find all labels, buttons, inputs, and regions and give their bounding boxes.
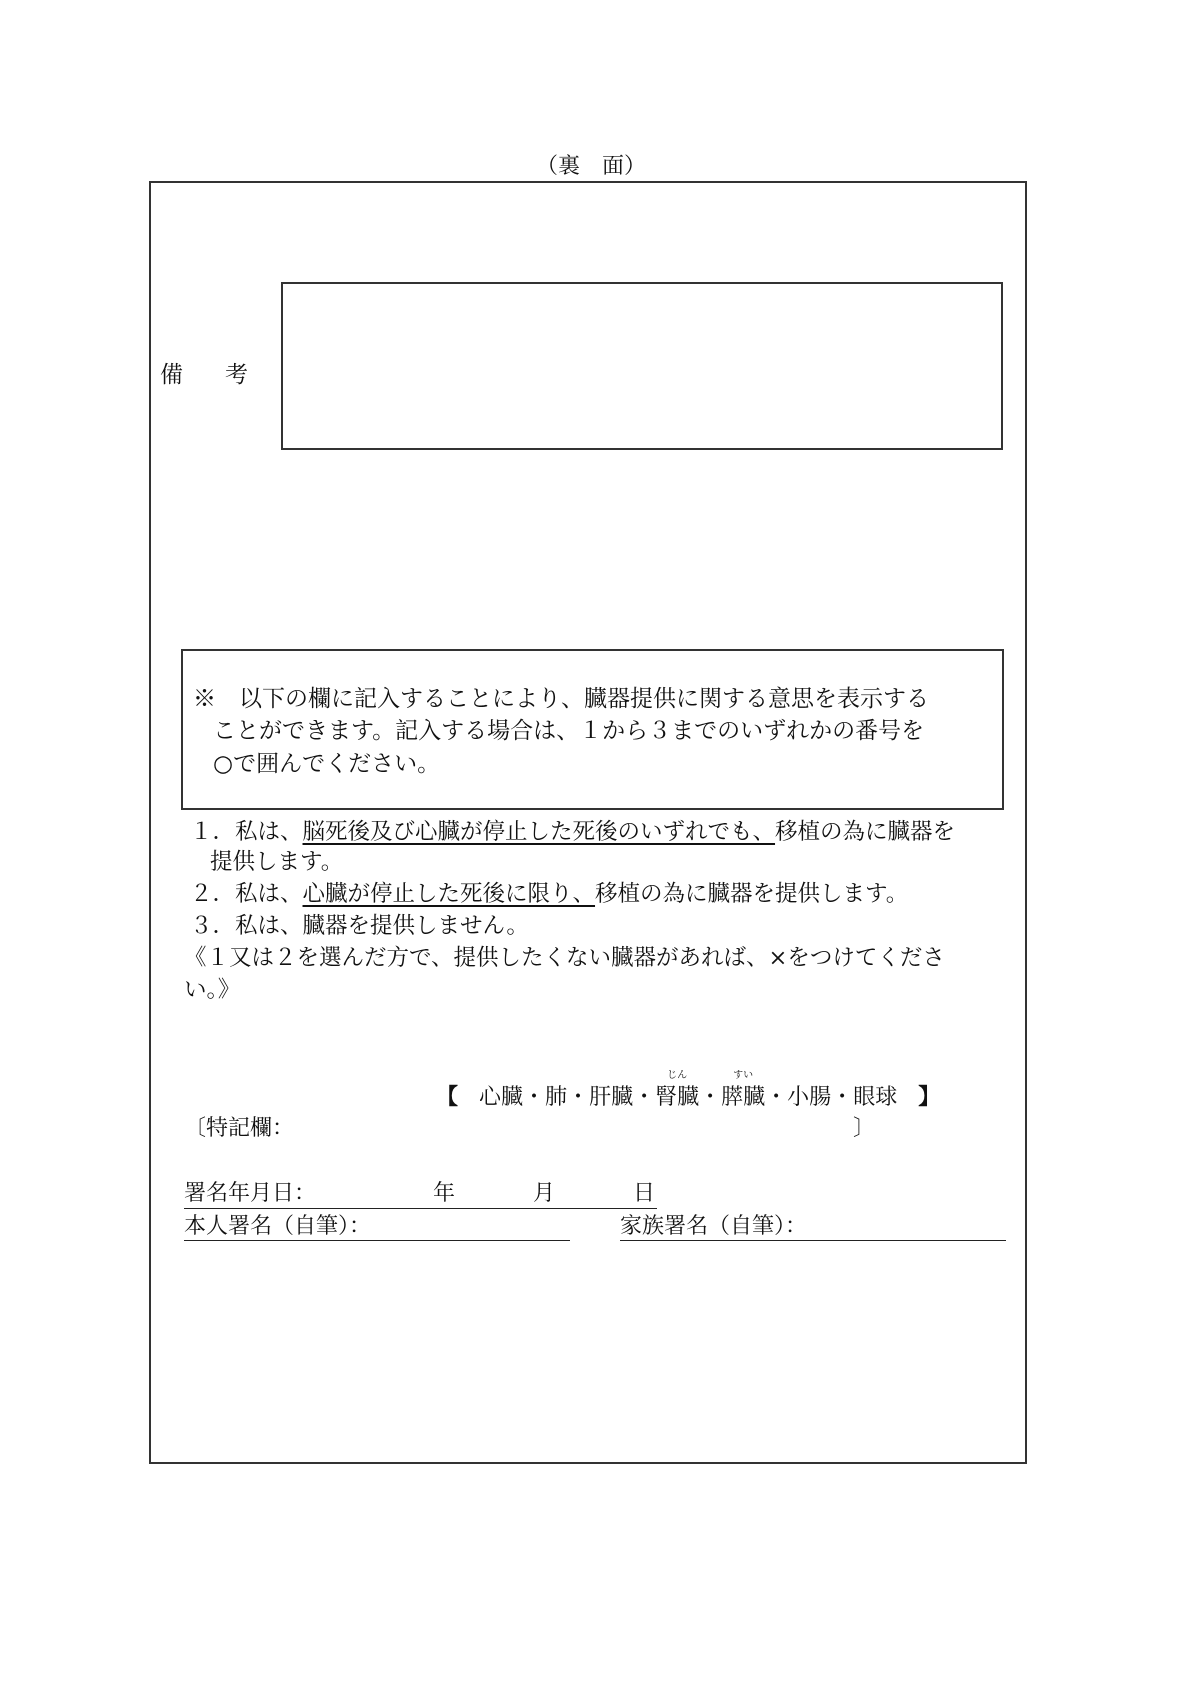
organ-lung[interactable]: 肺 [545,1085,568,1110]
organ-list-open-bracket: 【 [436,1084,459,1110]
option-1-text: 移植の為に臓器を [775,819,956,845]
notice-line-3: ○で囲んでください。 [213,751,441,777]
signature-date-day: 日 [633,1181,656,1206]
self-signature-line[interactable] [184,1240,570,1241]
signature-date-year: 年 [433,1181,456,1206]
option-1-number: １．私は、 [190,819,303,845]
organ-list-close-bracket: 】 [918,1084,941,1110]
organ-note-line-2: い。》 [184,977,241,1003]
organ-list [436,1070,941,1110]
organ-separator: ・ [831,1085,854,1110]
option-2-number: ２．私は、 [190,881,303,907]
option-3[interactable]: ３．私は、臓器を提供しません。 [190,913,529,939]
family-signature-line[interactable] [620,1240,1006,1241]
organ-kidney-label: 腎臓 [655,1085,700,1110]
option-2-text: 移植の為に臓器を提供します。 [595,881,909,907]
family-signature-label: 家族署名（自筆）： [620,1214,808,1239]
organ-small-intestine[interactable]: 小腸 [787,1085,832,1110]
organ-separator: ・ [523,1085,546,1110]
remarks-label-left: 備 [160,362,183,388]
organ-note-line-1: 《１又は２を選んだ方で、提供したくない臓器があれば、×をつけてくださ [184,945,945,971]
remarks-label [160,356,248,389]
remarks-field[interactable] [281,282,1003,450]
signature-date-label: 署名年月日： [184,1181,317,1206]
option-2[interactable] [190,883,908,906]
page-side-label: （裏 面） [536,154,647,179]
organ-separator: ・ [567,1085,590,1110]
option-1-continued: 提供します。 [210,849,344,875]
organ-separator: ・ [633,1085,656,1110]
signature-date-month: 月 [533,1181,556,1206]
notice-line-1: ※ 以下の欄に記入することにより、臓器提供に関する意思を表示する [193,686,929,712]
option-1-condition: 脳死後及び心臓が停止した死後のいずれでも、 [302,819,776,845]
special-notes-field[interactable]: 〔特記欄： [184,1116,295,1141]
organ-kidney-ruby: じん [667,1070,688,1081]
notice-line-2: ことができます。記入する場合は、１から３までのいずれかの番号を [213,718,925,744]
organ-heart[interactable]: 心臓 [479,1085,524,1110]
organ-separator: ・ [765,1085,788,1110]
organ-liver[interactable]: 肝臓 [589,1085,634,1110]
option-1[interactable] [190,821,955,844]
organ-pancreas-label: 膵臓 [721,1085,766,1110]
signature-date-line[interactable] [184,1208,657,1209]
organ-separator: ・ [699,1085,722,1110]
option-2-condition: 心臓が停止した死後に限り、 [302,881,596,907]
organ-kidney[interactable] [655,1070,700,1110]
remarks-label-right: 考 [225,362,248,388]
organ-pancreas[interactable] [721,1070,766,1110]
self-signature-label: 本人署名（自筆）： [184,1214,372,1239]
special-notes-close: 〕 [853,1116,876,1141]
organ-eye[interactable]: 眼球 [853,1085,898,1110]
organ-pancreas-ruby: すい [733,1070,754,1081]
